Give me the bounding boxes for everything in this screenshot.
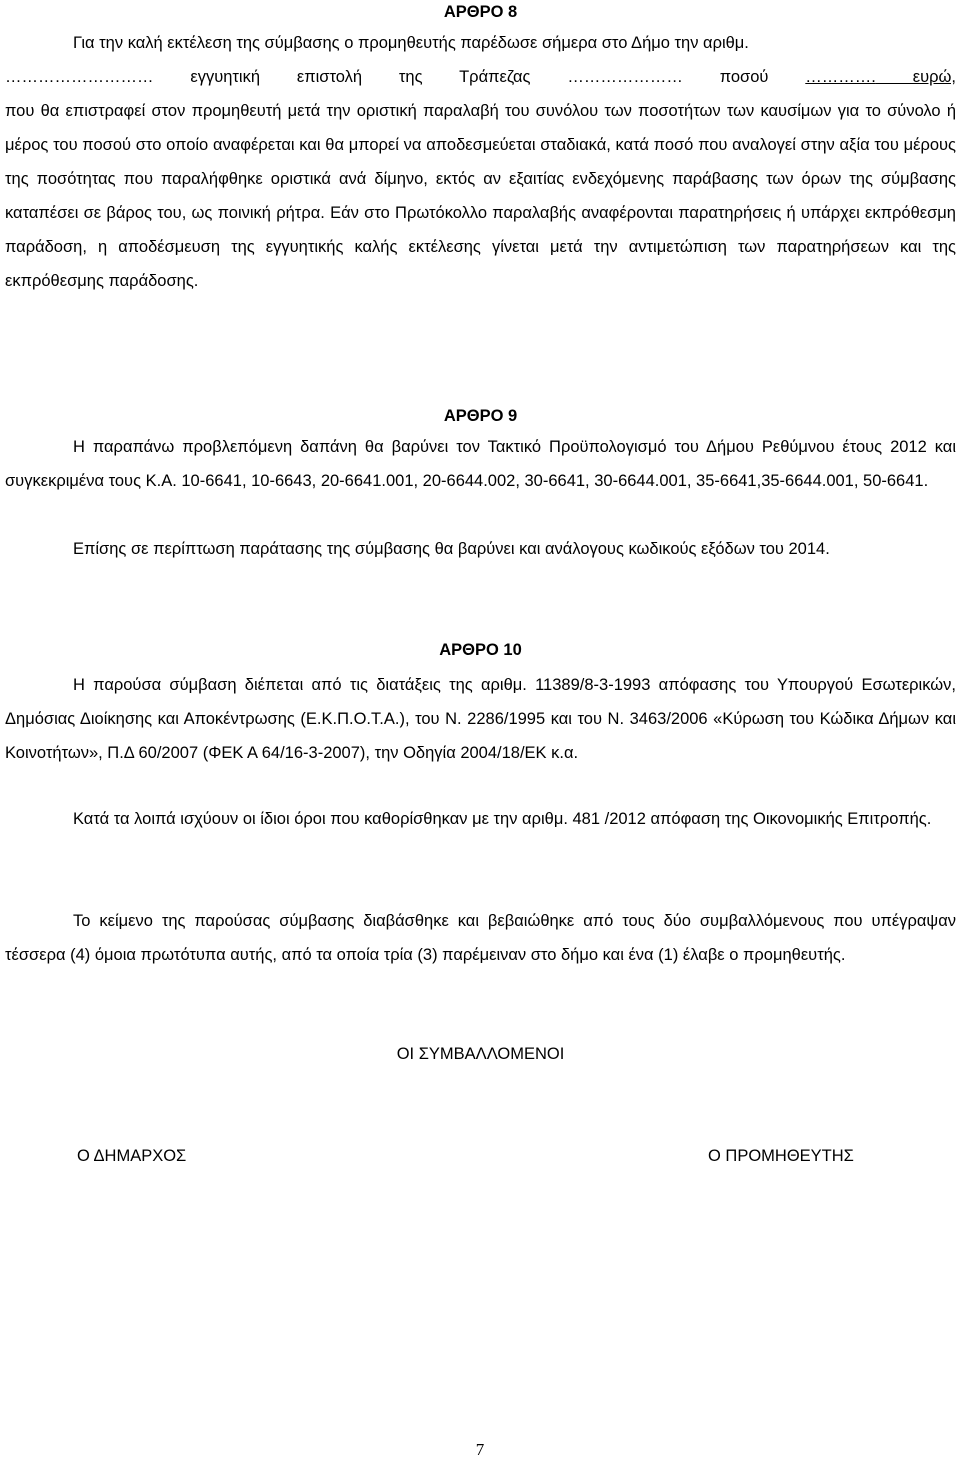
supplier-signature-label: Ο ΠΡΟΜΗΘΕΥΤΗΣ: [708, 1147, 854, 1165]
article-8-intro-text: Για την καλή εκτέλεση της σύμβασης ο προμηθευτής παρέδωσε σήμερα στο Δήμο την αριθμ.: [73, 34, 749, 52]
article-10-heading: ΑΡΘΡΟ 10: [439, 641, 522, 659]
article-8-heading: ΑΡΘΡΟ 8: [443, 3, 518, 21]
article-10-paragraph-1: [5, 668, 956, 770]
article-10-paragraph-2: [5, 802, 956, 836]
blank-amount: ………….: [805, 68, 876, 86]
article-9-extension-text: Επίσης σε περίπτωση παράτασης της σύμβασης θα βαρύνει και ανάλογους κωδικούς εξόδων του 2014.: [73, 540, 830, 558]
article-10-law-text: Η παρούσα σύμβαση διέπεται από τις διατάξεις της αριθμ. 11389/8-3-1993 απόφασης του Υπουργού Εσωτερικών, Δημόσιας Διοίκησης και Αποκέντρωσης (Ε.Κ.Π.Ο.Τ.Α.), του Ν. 2286/1995 και του Ν. 3463/2006 «Κύρωση του Κώδικα Δήμων και Κοινοτήτων», Π.Δ 60/2007 (ΦΕΚ Α 64/16-3-2007), την Οδηγία 2004/18/ΕΚ κ.α.: [5, 676, 956, 762]
blank-bank-name: …………………: [567, 68, 683, 86]
page-number: 7: [475, 1440, 485, 1459]
article-8-currency-text: ευρώ,: [875, 68, 956, 86]
article-8-line-2: [5, 60, 956, 94]
article-8-guarantee-text: εγγυητική επιστολή της Τράπεζας: [153, 68, 568, 86]
closing-text: Το κείμενο της παρούσας σύμβασης διαβάσθηκε και βεβαιώθηκε από τους δύο συμβαλλόμενους που υπέγραψαν τέσσερα (4) όμοια πρωτότυπα αυτής, από τα οποία τρία (3) παρέμειναν στο δήμο και ένα (1) έλαβε ο προμηθευτής.: [5, 912, 956, 964]
article-9-paragraph-2: [5, 532, 956, 566]
mayor-signature-label: Ο ΔΗΜΑΡΧΟΣ: [77, 1147, 187, 1165]
closing-paragraph: [5, 904, 956, 972]
article-8-body: που θα επιστραφεί στον προμηθευτή μετά την οριστική παραλαβή του συνόλου των ποσοτήτων των καυσίμων για το σύνολο ή μέρος του ποσού στο οποίο αναφέρεται και θα μπορεί να αποδεσμεύεται σταδιακά, κατά ποσό που αναλογεί στην αξία του μέρους της ποσότητας που παραλήφθηκε οριστικά ανά δίμηνο, εκτός αν εξαιτίας ενδεχόμενης παράβασης των όρων της σύμβασης καταπέσει σε βάρος του, ως ποινική ρήτρα. Εάν στο Πρωτόκολλο παραλαβής αναφέρονται παρατηρήσεις ή υπάρχει εκπρόθεσμη παράδοση, η αποδέσμευση της εγγυητικής καλής εκτέλεσης γίνεται μετά την αντιμετώπιση των παρατηρήσεων και της εκπρόθεσμης παράδοσης.: [5, 102, 956, 290]
article-8-line-1: [5, 26, 956, 60]
article-8-amount-text: ποσού: [682, 68, 806, 86]
signatories-title: ΟΙ ΣΥΜΒΑΛΛΟΜΕΝΟΙ: [396, 1045, 565, 1063]
blank-guarantee-number: ………………………: [5, 68, 154, 86]
article-9-heading: ΑΡΘΡΟ 9: [443, 407, 518, 425]
article-9-budget-text: Η παραπάνω προβλεπόμενη δαπάνη θα βαρύνει τον Τακτικό Προϋπολογισμό του Δήμου Ρεθύμνου έτους 2012 και συγκεκριμένα τους Κ.Α. 10-6641, 10-6643, 20-6641.001, 20-6644.002, 30-6641, 30-6644.001, 35-6641,35-6644.001, 50-6641.: [5, 438, 956, 490]
article-10-terms-text: Κατά τα λοιπά ισχύουν οι ίδιοι όροι που καθορίσθηκαν με την αριθμ. 481 /2012 απόφαση της Οικονομικής Επιτροπής.: [73, 810, 932, 828]
article-9-paragraph-1: [5, 430, 956, 498]
